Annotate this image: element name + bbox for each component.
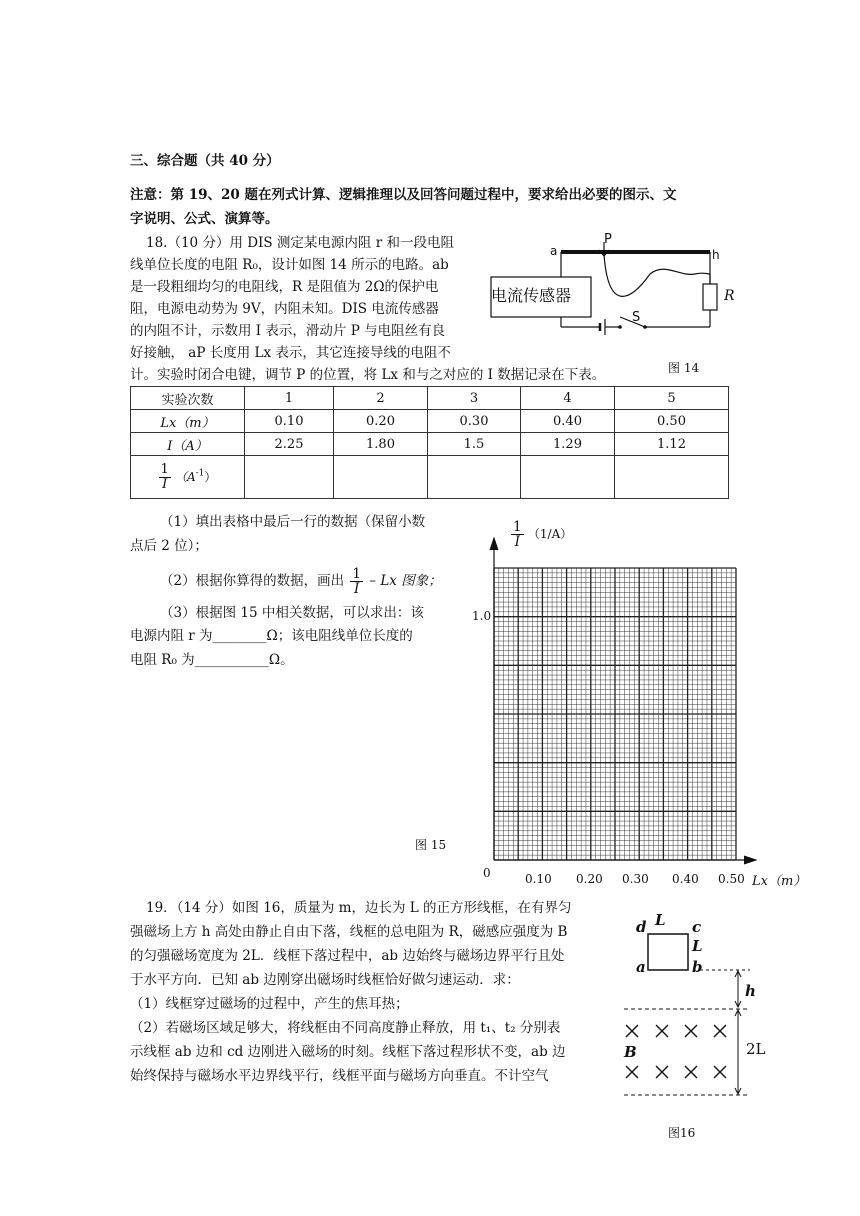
table-cell: 2 — [334, 387, 428, 410]
fig16-label-l-top: L — [655, 911, 666, 929]
inverse-i-fraction — [159, 463, 171, 492]
q18-line-2: 线单位长度的电阻 R₀，设计如图 14 所示的电路。ab — [130, 257, 449, 273]
table-cell: 1.29 — [521, 433, 615, 456]
table-row-label: I（A） — [131, 433, 245, 456]
fig14-label-h: h — [712, 248, 720, 262]
figure-14-circuit — [480, 232, 740, 380]
sub2-post: – Lx 图象； — [369, 573, 442, 589]
q19-line-5: （1）线框穿过磁场的过程中，产生的焦耳热； — [130, 996, 409, 1012]
data-table — [130, 386, 729, 499]
fig15-x-label: Lx（m） — [752, 874, 807, 889]
field-crosses — [626, 1025, 726, 1078]
fig16-label-d: d — [636, 918, 647, 936]
table-cell: 5 — [615, 387, 729, 410]
q19-line-6: （2）若磁场区域足够大，将线框由不同高度静止释放，用 t₁、t₂ 分别表 — [130, 1020, 561, 1036]
fig16-label-c: c — [692, 918, 702, 936]
q18-sub3-line1: （3）根据图 15 中相关数据，可以求出：该 — [160, 605, 424, 621]
q19-line-8: 始终保持与磁场水平边界线平行，线框平面与磁场方向垂直。不计空气 — [130, 1068, 549, 1084]
fig14-label-s: S — [632, 310, 641, 325]
field-cross-mark — [685, 1025, 697, 1037]
inverse-unit-end: ） — [204, 469, 217, 484]
fig16-label-b-field: B — [624, 1043, 637, 1061]
field-cross-mark — [656, 1025, 668, 1037]
section-note-line1: 注意：第 19、20 题在列式计算、逻辑推理以及回答问题过程中，要求给出必要的图示、文 — [130, 187, 677, 203]
q19-line-2: 强磁场上方 h 高处由静止自由下落，线框的总电阻为 R，磁感应强度为 B — [130, 924, 568, 940]
table-row-label: Lx（m） — [131, 410, 245, 433]
field-cross-mark — [626, 1025, 638, 1037]
q18-line-3: 是一段粗细均匀的电阻线，R 是阻值为 2Ω的保护电 — [130, 279, 439, 295]
blank-answer-cell[interactable] — [334, 456, 428, 499]
section-title: 三、综合题（共 40 分） — [130, 153, 280, 169]
fig15-y-unit: （1/A） — [527, 527, 573, 541]
sub2-fraction: $\frac{1}{I}$ — [352, 566, 361, 597]
figure-15-graph — [480, 530, 770, 875]
q18-line-1: 18.（10 分）用 DIS 测定某电源内阻 r 和一段电阻 — [146, 235, 454, 251]
blank-answer-cell[interactable] — [615, 456, 729, 499]
field-cross-mark — [714, 1025, 726, 1037]
field-cross-mark — [714, 1066, 726, 1078]
fig15-x-tick: 0.20 — [576, 872, 603, 886]
fig14-caption: 图 14 — [668, 361, 700, 375]
q19-line-1: 19．（14 分）如图 16，质量为 m，边长为 L 的正方形线框，在有界匀 — [146, 900, 572, 916]
table-cell: 1.12 — [615, 433, 729, 456]
fig15-origin: 0 — [483, 866, 491, 880]
table-cell: 0.40 — [521, 410, 615, 433]
fig15-x-tick: 0.10 — [525, 872, 552, 886]
table-cell: 1.5 — [428, 433, 521, 456]
fig16-caption: 图16 — [668, 1126, 696, 1140]
table-cell: 实验次数 — [131, 387, 245, 410]
q19-line-4: 于水平方向．已知 ab 边刚穿出磁场时线框恰好做匀速运动．求： — [130, 972, 520, 988]
blank-answer-cell[interactable] — [428, 456, 521, 499]
table-row-lx — [131, 410, 729, 433]
table-cell: 0.20 — [334, 410, 428, 433]
q18-sub1-line1: （1）填出表格中最后一行的数据（保留小数 — [160, 514, 426, 530]
inverse-unit-sup: -1 — [195, 468, 205, 479]
table-cell: 4 — [521, 387, 615, 410]
fig14-label-p: P — [604, 232, 612, 247]
field-cross-mark — [656, 1066, 668, 1078]
sub2-pre: （2）根据你算得的数据，画出 — [160, 573, 345, 589]
q19-line-7: 示线框 ab 边和 cd 边刚进入磁场的时刻。线框下落过程形状不变，ab 边 — [130, 1044, 566, 1060]
q18-sub3-line3: 电阻 R₀ 为___________Ω。 — [130, 652, 294, 668]
q18-line-7: 计。实验时闭合电键，调节 P 的位置，将 Lx 和与之对应的 I 数据记录在下表。 — [130, 367, 606, 383]
fig16-label-b: b — [692, 958, 703, 976]
q19-line-3: 的匀强磁场宽度为 2L．线框下落过程中，ab 边始终与磁场边界平行且处 — [130, 948, 565, 964]
fig14-label-a: a — [550, 244, 558, 258]
section-note-line2: 字说明、公式、演算等。 — [130, 211, 279, 227]
table-cell: 0.10 — [245, 410, 334, 433]
fraction-denominator: I — [162, 476, 168, 492]
table-cell: 0.30 — [428, 410, 521, 433]
fig16-label-a: a — [636, 958, 646, 976]
inverse-unit: （A — [174, 469, 196, 484]
table-row-inverse-i — [131, 456, 729, 499]
table-cell: 2.25 — [245, 433, 334, 456]
q18-sub1-line2: 点后 2 位）； — [130, 538, 208, 554]
fig14-sensor-label: 电流传感器 — [491, 286, 572, 305]
q18-line-4: 阻，电源电动势为 9V，内阻未知。DIS 电流传感器 — [130, 301, 439, 317]
q18-line-5: 的内阻不计，示数用 I 表示，滑动片 P 与电阻丝有良 — [130, 323, 446, 339]
fraction-numerator: 1 — [160, 461, 169, 477]
fig16-label-h: h — [745, 982, 756, 1000]
blank-answer-cell[interactable] — [245, 456, 334, 499]
table-row-i — [131, 433, 729, 456]
q18-sub2 — [160, 567, 442, 596]
fig14-label-r: R — [724, 288, 735, 304]
fig15-y-fraction: $\frac{1}{I}$ — [513, 519, 522, 550]
fig15-y-label — [511, 520, 572, 549]
fig15-x-tick: 0.40 — [672, 872, 699, 886]
table-cell: 0.50 — [615, 410, 729, 433]
field-cross-mark — [685, 1066, 697, 1078]
table-cell: 1 — [245, 387, 334, 410]
fig15-x-tick: 0.50 — [718, 872, 745, 886]
field-cross-mark — [626, 1066, 638, 1078]
fig15-x-tick: 0.30 — [622, 872, 649, 886]
q18-line-6: 好接触， aP 长度用 Lx 表示，其它连接导线的电阻不 — [130, 345, 451, 361]
q18-sub3-line2: 电源内阻 r 为________Ω；该电阻线单位长度的 — [130, 628, 413, 644]
blank-answer-cell[interactable] — [521, 456, 615, 499]
graph-grid — [494, 568, 736, 860]
fig16-label-2l: 2L — [746, 1040, 766, 1058]
table-row-header — [131, 387, 729, 410]
table-cell: 3 — [428, 387, 521, 410]
table-row-label — [131, 456, 245, 499]
fig15-caption: 图 15 — [415, 838, 447, 852]
fig15-y-tick: 1.0 — [472, 609, 492, 623]
table-cell: 1.80 — [334, 433, 428, 456]
fig16-label-l-side: L — [692, 937, 703, 955]
